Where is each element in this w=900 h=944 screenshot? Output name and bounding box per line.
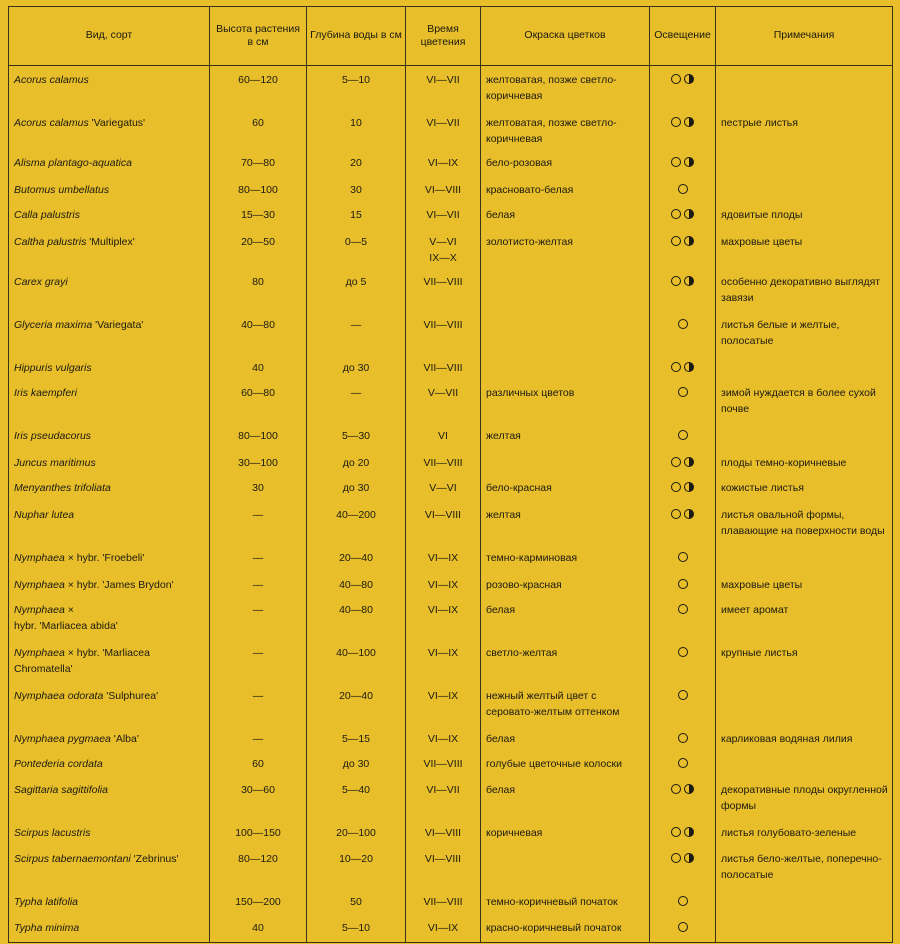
header-bloom-time: Время цветения <box>406 7 481 66</box>
height-cell: 30—100 <box>210 452 307 477</box>
species-cell <box>9 753 210 779</box>
half-filled-circle-icon <box>684 117 694 127</box>
open-circle-icon <box>671 236 681 246</box>
header-depth: Глубина воды в см <box>307 7 406 66</box>
height-cell: 30—60 <box>210 779 307 822</box>
open-circle-icon <box>671 117 681 127</box>
light-cell <box>650 599 716 642</box>
species-genus: Nymphaea pygmaea <box>14 732 111 745</box>
height-cell: 80—100 <box>210 179 307 204</box>
header-height: Высота растения в см <box>210 7 307 66</box>
light-cell <box>650 271 716 314</box>
species-cell <box>9 599 210 642</box>
bloom-time-cell: VII—VIII <box>406 753 481 779</box>
light-cell <box>650 891 716 917</box>
open-circle-icon <box>678 733 688 743</box>
flower-color-cell <box>481 848 650 891</box>
bloom-time-cell: VI—IX <box>406 685 481 728</box>
notes-cell: особенно декоративно выглядят завязи <box>716 271 893 314</box>
species-cell <box>9 504 210 547</box>
height-cell: 20—50 <box>210 231 307 271</box>
height-cell: 30 <box>210 477 307 504</box>
height-cell: 70—80 <box>210 152 307 179</box>
table-row <box>9 112 893 152</box>
species-genus: Sagittaria sagittifolia <box>14 783 108 796</box>
depth-cell: 15 <box>307 204 406 231</box>
bloom-time-cell: VI—IX <box>406 917 481 943</box>
species-genus: Iris kaempferi <box>14 386 78 399</box>
depth-cell: 50 <box>307 891 406 917</box>
flower-color-cell: голубые цветочные колоски <box>481 753 650 779</box>
species-genus: Iris pseudacorus <box>14 429 92 442</box>
notes-cell: махровые цветы <box>716 574 893 599</box>
species-cell <box>9 779 210 822</box>
species-genus: Typha latifolia <box>14 895 79 908</box>
open-circle-icon <box>678 690 688 700</box>
open-circle-icon <box>678 604 688 614</box>
light-cell <box>650 848 716 891</box>
species-cultivar: 'Zebrinus' <box>130 852 179 865</box>
bloom-time-cell: VI—IX <box>406 642 481 685</box>
species-cell <box>9 271 210 314</box>
species-cell <box>9 452 210 477</box>
notes-cell <box>716 425 893 452</box>
bloom-time-cell: VII—VIII <box>406 452 481 477</box>
header-species: Вид, сорт <box>9 7 210 66</box>
flower-color-cell: красно-коричневый початок <box>481 917 650 943</box>
bloom-time-cell: VI—VII <box>406 204 481 231</box>
species-cultivar: × hybr. 'Marliacea abida' <box>14 603 118 632</box>
height-cell: 150—200 <box>210 891 307 917</box>
open-circle-icon <box>671 362 681 372</box>
height-cell: — <box>210 599 307 642</box>
species-cultivar: 'Sulphurea' <box>103 689 159 702</box>
notes-cell <box>716 917 893 943</box>
bloom-time-cell: VII—VIII <box>406 314 481 357</box>
half-filled-circle-icon <box>684 457 694 467</box>
half-filled-circle-icon <box>684 482 694 492</box>
light-cell <box>650 728 716 753</box>
species-genus: Alisma plantago-aquatica <box>14 156 132 169</box>
table-row <box>9 152 893 179</box>
table-row <box>9 204 893 231</box>
species-genus: Scirpus lacustris <box>14 826 91 839</box>
open-circle-icon <box>678 758 688 768</box>
flower-color-cell: различных цветов <box>481 382 650 425</box>
header-notes: Примечания <box>716 7 893 66</box>
open-circle-icon <box>678 647 688 657</box>
height-cell: — <box>210 547 307 574</box>
bloom-time-cell: V—VI IX—X <box>406 231 481 271</box>
light-cell <box>650 357 716 382</box>
height-cell: — <box>210 642 307 685</box>
light-cell <box>650 917 716 943</box>
depth-cell: — <box>307 382 406 425</box>
flower-color-cell: бело-красная <box>481 477 650 504</box>
open-circle-icon <box>671 482 681 492</box>
light-cell <box>650 179 716 204</box>
table-row <box>9 642 893 685</box>
open-circle-icon <box>671 853 681 863</box>
light-cell <box>650 452 716 477</box>
light-cell <box>650 314 716 357</box>
species-genus: Nymphaea odorata <box>14 689 104 702</box>
open-circle-icon <box>671 827 681 837</box>
depth-cell: 5—40 <box>307 779 406 822</box>
depth-cell: 40—200 <box>307 504 406 547</box>
bloom-time-cell: VI—VII <box>406 112 481 152</box>
table-header-row <box>9 7 893 66</box>
species-cell <box>9 642 210 685</box>
species-cultivar: × hybr. 'Marliacea Chromatella' <box>14 646 150 675</box>
table-row <box>9 891 893 917</box>
species-cell <box>9 66 210 112</box>
table-row <box>9 728 893 753</box>
depth-cell: 5—10 <box>307 66 406 112</box>
species-genus: Butomus umbellatus <box>14 183 110 196</box>
species-genus: Pontederia cordata <box>14 757 103 770</box>
flower-color-cell: белая <box>481 728 650 753</box>
open-circle-icon <box>678 387 688 397</box>
light-cell <box>650 574 716 599</box>
species-genus: Nymphaea <box>14 578 65 591</box>
species-cell <box>9 179 210 204</box>
open-circle-icon <box>671 74 681 84</box>
notes-cell: крупные листья <box>716 642 893 685</box>
height-cell: 100—150 <box>210 822 307 848</box>
half-filled-circle-icon <box>684 827 694 837</box>
flower-color-cell: желтая <box>481 504 650 547</box>
depth-cell: 0—5 <box>307 231 406 271</box>
light-cell <box>650 753 716 779</box>
species-genus: Caltha palustris <box>14 235 87 248</box>
bloom-time-cell: VII—VIII <box>406 357 481 382</box>
table-row <box>9 179 893 204</box>
height-cell: 60 <box>210 112 307 152</box>
height-cell: 40 <box>210 917 307 943</box>
light-cell <box>650 642 716 685</box>
flower-color-cell <box>481 271 650 314</box>
notes-cell: ядовитые плоды <box>716 204 893 231</box>
half-filled-circle-icon <box>684 853 694 863</box>
table-row <box>9 452 893 477</box>
depth-cell: 5—10 <box>307 917 406 943</box>
light-cell <box>650 822 716 848</box>
height-cell: 60 <box>210 753 307 779</box>
flower-color-cell: коричневая <box>481 822 650 848</box>
species-cell <box>9 477 210 504</box>
species-genus: Nymphaea <box>14 551 65 564</box>
table-row <box>9 848 893 891</box>
species-cultivar: × hybr. 'James Brydon' <box>64 578 174 591</box>
bloom-time-cell: VI—VII <box>406 779 481 822</box>
light-cell <box>650 685 716 728</box>
notes-cell <box>716 685 893 728</box>
flower-color-cell: нежный желтый цвет с серовато-желтым оттенком <box>481 685 650 728</box>
table-row <box>9 357 893 382</box>
header-light: Освещение <box>650 7 716 66</box>
flower-color-cell: желтая <box>481 425 650 452</box>
table-row <box>9 231 893 271</box>
light-cell <box>650 231 716 271</box>
species-cell <box>9 822 210 848</box>
depth-cell: 40—80 <box>307 574 406 599</box>
open-circle-icon <box>671 509 681 519</box>
table-row <box>9 779 893 822</box>
table-row <box>9 822 893 848</box>
light-cell <box>650 382 716 425</box>
species-cell <box>9 425 210 452</box>
half-filled-circle-icon <box>684 509 694 519</box>
species-genus: Menyanthes trifoliata <box>14 481 111 494</box>
notes-cell: декоративные плоды округленной формы <box>716 779 893 822</box>
half-filled-circle-icon <box>684 74 694 84</box>
depth-cell: до 30 <box>307 477 406 504</box>
depth-cell: до 20 <box>307 452 406 477</box>
table-row <box>9 425 893 452</box>
flower-color-cell <box>481 314 650 357</box>
depth-cell: 20—100 <box>307 822 406 848</box>
light-cell <box>650 477 716 504</box>
bloom-time-cell: VI—IX <box>406 574 481 599</box>
light-cell <box>650 152 716 179</box>
bloom-time-cell: VI—VIII <box>406 822 481 848</box>
table-row <box>9 271 893 314</box>
table-row <box>9 547 893 574</box>
bloom-time-cell: VI—VIII <box>406 504 481 547</box>
species-cell <box>9 917 210 943</box>
flower-color-cell: белая <box>481 779 650 822</box>
depth-cell: 10—20 <box>307 848 406 891</box>
notes-cell: имеет аромат <box>716 599 893 642</box>
depth-cell: до 30 <box>307 753 406 779</box>
flower-color-cell: темно-коричневый початок <box>481 891 650 917</box>
height-cell: — <box>210 685 307 728</box>
table-row <box>9 917 893 943</box>
species-genus: Typha minima <box>14 921 80 934</box>
height-cell: — <box>210 504 307 547</box>
notes-cell <box>716 891 893 917</box>
height-cell: 80—120 <box>210 848 307 891</box>
open-circle-icon <box>678 552 688 562</box>
species-genus: Hippuris vulgaris <box>14 361 92 374</box>
height-cell: 40 <box>210 357 307 382</box>
notes-cell <box>716 547 893 574</box>
bloom-time-cell: V—VII <box>406 382 481 425</box>
height-cell: 80—100 <box>210 425 307 452</box>
light-cell <box>650 204 716 231</box>
open-circle-icon <box>678 430 688 440</box>
species-genus: Acorus calamus <box>14 74 89 86</box>
depth-cell: 20—40 <box>307 547 406 574</box>
species-genus: Nymphaea <box>14 646 65 659</box>
species-cell <box>9 357 210 382</box>
flower-color-cell: желтоватая, позже светло-коричневая <box>481 66 650 112</box>
notes-cell: плоды темно-коричневые <box>716 452 893 477</box>
depth-cell: 5—30 <box>307 425 406 452</box>
table-row <box>9 504 893 547</box>
species-genus: Glyceria maxima <box>14 318 93 331</box>
open-circle-icon <box>678 319 688 329</box>
flower-color-cell: розово-красная <box>481 574 650 599</box>
depth-cell: 10 <box>307 112 406 152</box>
species-cultivar: × hybr. 'Froebeli' <box>64 551 145 564</box>
light-cell <box>650 504 716 547</box>
bloom-time-cell: VI—VII <box>406 66 481 112</box>
flower-color-cell: темно-карминовая <box>481 547 650 574</box>
half-filled-circle-icon <box>684 362 694 372</box>
open-circle-icon <box>671 209 681 219</box>
species-genus: Scirpus tabernaemontani <box>14 852 131 865</box>
species-cultivar: 'Alba' <box>110 732 139 745</box>
open-circle-icon <box>678 184 688 194</box>
aquatic-plants-table <box>8 6 893 943</box>
table-row <box>9 382 893 425</box>
depth-cell: 5—15 <box>307 728 406 753</box>
table-body <box>9 66 893 943</box>
bloom-time-cell: VII—VIII <box>406 891 481 917</box>
flower-color-cell: светло-желтая <box>481 642 650 685</box>
height-cell: — <box>210 574 307 599</box>
flower-color-cell: бело-розовая <box>481 152 650 179</box>
bloom-time-cell: VI <box>406 425 481 452</box>
open-circle-icon <box>678 579 688 589</box>
bloom-time-cell: VI—IX <box>406 728 481 753</box>
notes-cell <box>716 66 893 112</box>
bloom-time-cell: V—VI <box>406 477 481 504</box>
species-genus: Calla palustris <box>14 208 80 221</box>
height-cell: 60—80 <box>210 382 307 425</box>
notes-cell: листья бело-желтые, поперечно-полосатые <box>716 848 893 891</box>
table-row <box>9 685 893 728</box>
open-circle-icon <box>671 276 681 286</box>
species-cell <box>9 152 210 179</box>
species-genus: Nuphar lutea <box>14 508 75 521</box>
light-cell <box>650 425 716 452</box>
table-row <box>9 477 893 504</box>
species-genus: Carex grayi <box>14 275 68 288</box>
light-cell <box>650 66 716 112</box>
flower-color-cell: белая <box>481 204 650 231</box>
open-circle-icon <box>671 784 681 794</box>
species-genus: Nymphaea <box>14 603 65 616</box>
half-filled-circle-icon <box>684 276 694 286</box>
species-cultivar: 'Variegata' <box>92 318 144 331</box>
depth-cell: 20 <box>307 152 406 179</box>
species-cell <box>9 685 210 728</box>
species-genus: Juncus maritimus <box>14 456 96 469</box>
height-cell: 80 <box>210 271 307 314</box>
notes-cell: зимой нуждается в более сухой почве <box>716 382 893 425</box>
bloom-time-cell: VI—IX <box>406 152 481 179</box>
species-cultivar: 'Variegatus' <box>88 116 146 129</box>
bloom-time-cell: VII—VIII <box>406 271 481 314</box>
depth-cell: — <box>307 314 406 357</box>
open-circle-icon <box>678 896 688 906</box>
header-flower-color: Окраска цветков <box>481 7 650 66</box>
bloom-time-cell: VI—VIII <box>406 179 481 204</box>
height-cell: 40—80 <box>210 314 307 357</box>
depth-cell: 30 <box>307 179 406 204</box>
half-filled-circle-icon <box>684 209 694 219</box>
notes-cell <box>716 152 893 179</box>
species-cell <box>9 547 210 574</box>
depth-cell: 40—100 <box>307 642 406 685</box>
bloom-time-cell: VI—IX <box>406 599 481 642</box>
table-row <box>9 599 893 642</box>
notes-cell <box>716 357 893 382</box>
species-cultivar: 'Multiplex' <box>86 235 135 248</box>
flower-color-cell <box>481 357 650 382</box>
half-filled-circle-icon <box>684 157 694 167</box>
notes-cell <box>716 179 893 204</box>
bloom-time-cell: VI—IX <box>406 547 481 574</box>
height-cell: — <box>210 728 307 753</box>
half-filled-circle-icon <box>684 236 694 246</box>
table-row <box>9 314 893 357</box>
species-cell <box>9 231 210 271</box>
flower-color-cell: золотисто-желтая <box>481 231 650 271</box>
species-cell <box>9 314 210 357</box>
table-row <box>9 66 893 112</box>
open-circle-icon <box>671 457 681 467</box>
half-filled-circle-icon <box>684 784 694 794</box>
height-cell: 15—30 <box>210 204 307 231</box>
table-row <box>9 753 893 779</box>
notes-cell: махровые цветы <box>716 231 893 271</box>
depth-cell: 40—80 <box>307 599 406 642</box>
notes-cell: карликовая водяная лилия <box>716 728 893 753</box>
bloom-time-cell: VI—VIII <box>406 848 481 891</box>
open-circle-icon <box>671 157 681 167</box>
notes-cell: пестрые листья <box>716 112 893 152</box>
species-cell <box>9 574 210 599</box>
species-cell <box>9 382 210 425</box>
species-genus: Acorus calamus <box>14 116 89 129</box>
height-cell: 60—120 <box>210 66 307 112</box>
notes-cell: листья овальной формы, плавающие на поверхности воды <box>716 504 893 547</box>
open-circle-icon <box>678 922 688 932</box>
flower-color-cell: красновато-белая <box>481 179 650 204</box>
table-row <box>9 574 893 599</box>
species-cell <box>9 848 210 891</box>
notes-cell <box>716 753 893 779</box>
flower-color-cell: белая <box>481 599 650 642</box>
notes-cell: кожистые листья <box>716 477 893 504</box>
species-cell <box>9 891 210 917</box>
notes-cell: листья голубовато-зеленые <box>716 822 893 848</box>
flower-color-cell: желтоватая, позже светло-коричневая <box>481 112 650 152</box>
flower-color-cell <box>481 452 650 477</box>
species-cell <box>9 728 210 753</box>
species-cell <box>9 112 210 152</box>
species-cell <box>9 204 210 231</box>
depth-cell: до 5 <box>307 271 406 314</box>
light-cell <box>650 112 716 152</box>
depth-cell: до 30 <box>307 357 406 382</box>
light-cell <box>650 779 716 822</box>
notes-cell: листья белые и желтые, полосатые <box>716 314 893 357</box>
depth-cell: 20—40 <box>307 685 406 728</box>
light-cell <box>650 547 716 574</box>
